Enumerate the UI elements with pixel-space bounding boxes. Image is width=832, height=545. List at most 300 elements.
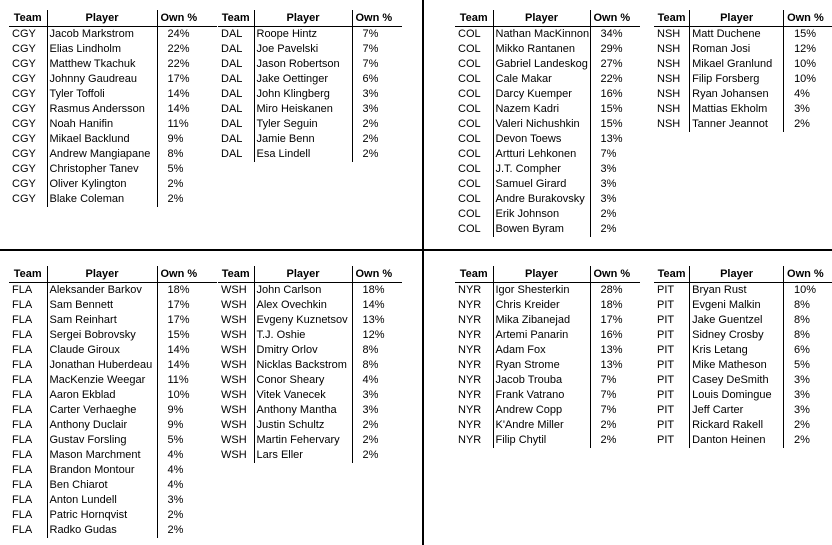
own-cell: 3%	[794, 103, 810, 115]
team-cell: CGY	[9, 132, 47, 147]
team-table-nsh	[654, 10, 832, 132]
own-cell: 2%	[167, 524, 184, 536]
own-cell: 2%	[600, 434, 617, 446]
player-cell: Nathan MacKinnon	[493, 27, 590, 43]
player-cell: Bryan Rust	[690, 283, 784, 299]
player-cell: Darcy Kuemper	[493, 87, 590, 102]
table-row	[218, 358, 402, 373]
team-cell: NSH	[654, 72, 690, 87]
table-row	[654, 27, 832, 43]
own-cell: 15%	[600, 118, 623, 130]
player-cell: Brandon Montour	[47, 463, 157, 478]
team-cell: DAL	[218, 87, 254, 102]
player-cell: Oliver Kylington	[47, 177, 157, 192]
own-cell: 7%	[362, 58, 379, 70]
table-row	[455, 57, 640, 72]
player-cell: Sam Reinhart	[47, 313, 157, 328]
table-row	[9, 177, 217, 192]
team-cell: PIT	[654, 358, 690, 373]
player-cell: Noah Hanifin	[47, 117, 157, 132]
team-cell: DAL	[218, 72, 254, 87]
player-cell: Frank Vatrano	[493, 388, 590, 403]
header-row	[9, 266, 217, 283]
own-cell: 12%	[794, 43, 817, 55]
table-row	[218, 448, 402, 463]
header-player: Player	[690, 10, 784, 27]
team-cell: FLA	[9, 433, 47, 448]
table-row	[218, 343, 402, 358]
own-cell: 16%	[600, 88, 623, 100]
table-row	[654, 313, 832, 328]
table-row	[9, 328, 217, 343]
table-row	[218, 132, 402, 147]
team-cell: WSH	[218, 373, 254, 388]
team-cell: NYR	[455, 358, 493, 373]
player-cell: Roope Hintz	[254, 27, 352, 43]
player-cell: Andrew Copp	[493, 403, 590, 418]
table-row	[9, 508, 217, 523]
table-row	[218, 298, 402, 313]
team-cell: COL	[455, 117, 493, 132]
team-cell: PIT	[654, 388, 690, 403]
player-cell: Mikael Backlund	[47, 132, 157, 147]
table-row	[218, 328, 402, 343]
header-own: Own %	[784, 266, 832, 283]
team-cell: FLA	[9, 388, 47, 403]
team-cell: FLA	[9, 298, 47, 313]
own-cell: 24%	[167, 28, 190, 40]
table-row	[9, 493, 217, 508]
player-cell: T.J. Oshie	[254, 328, 352, 343]
team-cell: FLA	[9, 463, 47, 478]
team-cell: CGY	[9, 117, 47, 132]
table-row	[455, 403, 640, 418]
player-cell: Jason Robertson	[254, 57, 352, 72]
player-cell: Johnny Gaudreau	[47, 72, 157, 87]
own-cell: 15%	[167, 329, 190, 341]
header-team: Team	[455, 266, 493, 283]
own-cell: 2%	[794, 434, 810, 446]
table-row	[9, 42, 217, 57]
own-cell: 22%	[600, 73, 623, 85]
own-cell: 3%	[600, 163, 617, 175]
player-cell: Jeff Carter	[690, 403, 784, 418]
player-cell: Anthony Duclair	[47, 418, 157, 433]
team-cell: FLA	[9, 343, 47, 358]
table-row	[654, 283, 832, 299]
own-cell: 27%	[600, 58, 623, 70]
team-cell: CGY	[9, 57, 47, 72]
table-row	[654, 87, 832, 102]
player-cell: Conor Sheary	[254, 373, 352, 388]
player-cell: Louis Domingue	[690, 388, 784, 403]
team-cell: WSH	[218, 313, 254, 328]
own-cell: 4%	[167, 464, 184, 476]
team-cell: WSH	[218, 448, 254, 463]
own-cell: 2%	[362, 133, 379, 145]
player-cell: Jake Guentzel	[690, 313, 784, 328]
vertical-divider	[422, 0, 424, 545]
header-own: Own %	[590, 266, 640, 283]
own-cell: 2%	[600, 223, 617, 235]
player-cell: Justin Schultz	[254, 418, 352, 433]
own-cell: 2%	[600, 208, 617, 220]
table-row	[9, 418, 217, 433]
team-cell: COL	[455, 72, 493, 87]
player-cell: Jonathan Huberdeau	[47, 358, 157, 373]
own-cell: 3%	[600, 178, 617, 190]
player-cell: Matthew Tkachuk	[47, 57, 157, 72]
team-table-pit	[654, 266, 832, 448]
table-row	[9, 388, 217, 403]
player-cell: Aaron Ekblad	[47, 388, 157, 403]
player-cell: Danton Heinen	[690, 433, 784, 448]
team-cell: NYR	[455, 403, 493, 418]
team-cell: NYR	[455, 373, 493, 388]
player-cell: Gabriel Landeskog	[493, 57, 590, 72]
table-row	[9, 358, 217, 373]
own-cell: 7%	[362, 28, 379, 40]
team-cell: DAL	[218, 147, 254, 162]
player-cell: Jake Oettinger	[254, 72, 352, 87]
table-row	[654, 433, 832, 448]
player-cell: Mason Marchment	[47, 448, 157, 463]
table-row	[218, 72, 402, 87]
player-cell: Elias Lindholm	[47, 42, 157, 57]
own-cell: 15%	[794, 28, 817, 40]
own-cell: 5%	[167, 434, 184, 446]
table-row	[218, 102, 402, 117]
table-row	[9, 283, 217, 299]
table-row	[9, 523, 217, 538]
player-cell: Evgeni Malkin	[690, 298, 784, 313]
own-cell: 7%	[600, 148, 617, 160]
table-row	[455, 42, 640, 57]
team-cell: WSH	[218, 283, 254, 299]
table-row	[455, 222, 640, 237]
player-cell: Matt Duchene	[690, 27, 784, 43]
header-team: Team	[218, 266, 254, 283]
table-row	[9, 162, 217, 177]
own-cell: 11%	[167, 374, 189, 386]
own-cell: 9%	[167, 404, 184, 416]
table-row	[218, 87, 402, 102]
team-cell: NSH	[654, 42, 690, 57]
team-cell: CGY	[9, 72, 47, 87]
own-cell: 7%	[600, 404, 617, 416]
header-player: Player	[493, 10, 590, 27]
own-cell: 5%	[167, 163, 184, 175]
table-row	[455, 147, 640, 162]
header-own: Own %	[352, 10, 402, 27]
table-row	[455, 328, 640, 343]
table-row	[218, 117, 402, 132]
own-cell: 8%	[167, 148, 184, 160]
header-team: Team	[455, 10, 493, 27]
player-cell: Roman Josi	[690, 42, 784, 57]
header-row	[654, 266, 832, 283]
team-cell: COL	[455, 192, 493, 207]
own-cell: 10%	[167, 389, 190, 401]
table-row	[654, 358, 832, 373]
table-row	[455, 207, 640, 222]
team-cell: PIT	[654, 283, 690, 299]
player-cell: Sam Bennett	[47, 298, 157, 313]
team-cell: COL	[455, 177, 493, 192]
team-table-col	[455, 10, 640, 237]
player-cell: Ryan Strome	[493, 358, 590, 373]
team-cell: NYR	[455, 418, 493, 433]
team-cell: NSH	[654, 27, 690, 43]
own-cell: 34%	[600, 28, 623, 40]
own-cell: 3%	[362, 88, 379, 100]
player-cell: Kris Letang	[690, 343, 784, 358]
header-own: Own %	[157, 10, 217, 27]
table-row	[218, 147, 402, 162]
table-row	[455, 388, 640, 403]
team-cell: DAL	[218, 102, 254, 117]
team-cell: COL	[455, 222, 493, 237]
table-row	[455, 418, 640, 433]
team-cell: NYR	[455, 298, 493, 313]
table-row	[455, 313, 640, 328]
team-cell: COL	[455, 132, 493, 147]
own-cell: 16%	[600, 329, 623, 341]
team-cell: WSH	[218, 418, 254, 433]
team-cell: DAL	[218, 42, 254, 57]
team-cell: FLA	[9, 448, 47, 463]
team-cell: DAL	[218, 117, 254, 132]
team-cell: PIT	[654, 418, 690, 433]
table-row	[9, 343, 217, 358]
team-cell: NSH	[654, 87, 690, 102]
table-row	[218, 57, 402, 72]
player-cell: Valeri Nichushkin	[493, 117, 590, 132]
own-cell: 17%	[167, 73, 190, 85]
header-team: Team	[9, 10, 47, 27]
table-row	[455, 283, 640, 299]
own-cell: 8%	[362, 344, 379, 356]
own-cell: 2%	[362, 118, 379, 130]
player-cell: Tyler Seguin	[254, 117, 352, 132]
team-cell: FLA	[9, 358, 47, 373]
player-cell: J.T. Compher	[493, 162, 590, 177]
team-cell: WSH	[218, 388, 254, 403]
team-cell: COL	[455, 162, 493, 177]
own-cell: 14%	[167, 344, 190, 356]
table-row	[9, 117, 217, 132]
own-cell: 7%	[600, 374, 617, 386]
own-cell: 2%	[167, 509, 184, 521]
table-row	[9, 132, 217, 147]
header-player: Player	[493, 266, 590, 283]
own-cell: 2%	[794, 419, 810, 431]
table-row	[9, 463, 217, 478]
player-cell: Tyler Toffoli	[47, 87, 157, 102]
team-cell: PIT	[654, 373, 690, 388]
table-row	[654, 298, 832, 313]
team-cell: FLA	[9, 313, 47, 328]
own-cell: 18%	[167, 284, 190, 296]
player-cell: Igor Shesterkin	[493, 283, 590, 299]
header-row	[218, 10, 402, 27]
team-cell: CGY	[9, 192, 47, 207]
own-cell: 8%	[794, 299, 810, 311]
player-cell: Evgeny Kuznetsov	[254, 313, 352, 328]
player-cell: Adam Fox	[493, 343, 590, 358]
own-cell: 9%	[167, 419, 184, 431]
table-row	[654, 403, 832, 418]
own-cell: 28%	[600, 284, 623, 296]
table-row	[455, 132, 640, 147]
own-cell: 4%	[167, 479, 184, 491]
table-row	[455, 27, 640, 43]
table-row	[9, 147, 217, 162]
header-team: Team	[9, 266, 47, 283]
player-cell: John Carlson	[254, 283, 352, 299]
table-row	[455, 433, 640, 448]
player-cell: Aleksander Barkov	[47, 283, 157, 299]
team-cell: COL	[455, 57, 493, 72]
table-row	[218, 418, 402, 433]
own-cell: 4%	[362, 374, 379, 386]
team-cell: PIT	[654, 313, 690, 328]
team-cell: COL	[455, 27, 493, 43]
player-cell: Carter Verhaeghe	[47, 403, 157, 418]
table-row	[654, 343, 832, 358]
own-cell: 17%	[167, 299, 190, 311]
player-cell: Casey DeSmith	[690, 373, 784, 388]
own-cell: 22%	[167, 58, 190, 70]
own-cell: 4%	[794, 88, 810, 100]
team-cell: PIT	[654, 403, 690, 418]
own-cell: 8%	[794, 329, 810, 341]
header-player: Player	[690, 266, 784, 283]
player-cell: Bowen Byram	[493, 222, 590, 237]
player-cell: Filip Forsberg	[690, 72, 784, 87]
header-own: Own %	[784, 10, 832, 27]
own-cell: 13%	[600, 344, 623, 356]
team-cell: FLA	[9, 478, 47, 493]
table-row	[218, 283, 402, 299]
player-cell: Miro Heiskanen	[254, 102, 352, 117]
own-cell: 5%	[794, 359, 810, 371]
team-cell: DAL	[218, 132, 254, 147]
player-cell: Sergei Bobrovsky	[47, 328, 157, 343]
player-cell: Vitek Vanecek	[254, 388, 352, 403]
team-cell: COL	[455, 207, 493, 222]
own-cell: 3%	[167, 494, 184, 506]
own-cell: 22%	[167, 43, 190, 55]
team-cell: NYR	[455, 433, 493, 448]
player-cell: Mike Matheson	[690, 358, 784, 373]
table-row	[654, 388, 832, 403]
own-cell: 13%	[600, 359, 623, 371]
table-row	[218, 313, 402, 328]
player-cell: Anthony Mantha	[254, 403, 352, 418]
team-cell: FLA	[9, 328, 47, 343]
team-cell: NYR	[455, 283, 493, 299]
own-cell: 29%	[600, 43, 623, 55]
team-cell: DAL	[218, 57, 254, 72]
own-cell: 8%	[794, 314, 810, 326]
header-row	[654, 10, 832, 27]
team-cell: PIT	[654, 433, 690, 448]
player-cell: Ben Chiarot	[47, 478, 157, 493]
table-row	[654, 418, 832, 433]
own-cell: 10%	[794, 58, 817, 70]
table-row	[654, 373, 832, 388]
team-table-wsh	[218, 266, 402, 463]
own-cell: 10%	[794, 73, 817, 85]
table-row	[455, 373, 640, 388]
table-row	[9, 313, 217, 328]
team-cell: WSH	[218, 298, 254, 313]
own-cell: 8%	[362, 359, 379, 371]
team-cell: DAL	[218, 27, 254, 43]
own-cell: 2%	[362, 449, 379, 461]
player-cell: MacKenzie Weegar	[47, 373, 157, 388]
table-row	[654, 102, 832, 117]
header-row	[218, 266, 402, 283]
header-team: Team	[654, 10, 690, 27]
team-cell: CGY	[9, 42, 47, 57]
player-cell: Radko Gudas	[47, 523, 157, 538]
team-cell: PIT	[654, 328, 690, 343]
player-cell: Rickard Rakell	[690, 418, 784, 433]
own-cell: 3%	[794, 374, 810, 386]
table-row	[9, 448, 217, 463]
team-cell: CGY	[9, 177, 47, 192]
player-cell: Blake Coleman	[47, 192, 157, 207]
table-row	[455, 117, 640, 132]
table-row	[218, 42, 402, 57]
own-cell: 3%	[362, 389, 379, 401]
own-cell: 4%	[167, 449, 184, 461]
player-cell: Nazem Kadri	[493, 102, 590, 117]
own-cell: 10%	[794, 284, 817, 296]
header-own: Own %	[590, 10, 640, 27]
team-cell: FLA	[9, 283, 47, 299]
table-row	[455, 162, 640, 177]
player-cell: Christopher Tanev	[47, 162, 157, 177]
own-cell: 13%	[600, 133, 623, 145]
own-cell: 3%	[794, 389, 810, 401]
player-cell: K'Andre Miller	[493, 418, 590, 433]
team-cell: WSH	[218, 433, 254, 448]
team-cell: NYR	[455, 313, 493, 328]
player-cell: Mattias Ekholm	[690, 102, 784, 117]
player-cell: Rasmus Andersson	[47, 102, 157, 117]
table-row	[218, 388, 402, 403]
own-cell: 9%	[167, 133, 184, 145]
player-cell: Jacob Markstrom	[47, 27, 157, 43]
team-cell: FLA	[9, 493, 47, 508]
player-cell: Patric Hornqvist	[47, 508, 157, 523]
player-cell: Claude Giroux	[47, 343, 157, 358]
own-cell: 2%	[362, 148, 379, 160]
player-cell: Sidney Crosby	[690, 328, 784, 343]
header-player: Player	[254, 266, 352, 283]
own-cell: 13%	[362, 314, 385, 326]
team-cell: NYR	[455, 328, 493, 343]
team-cell: WSH	[218, 343, 254, 358]
own-cell: 11%	[167, 118, 189, 130]
table-row	[218, 433, 402, 448]
team-cell: FLA	[9, 418, 47, 433]
team-cell: FLA	[9, 403, 47, 418]
player-cell: Mikko Rantanen	[493, 42, 590, 57]
